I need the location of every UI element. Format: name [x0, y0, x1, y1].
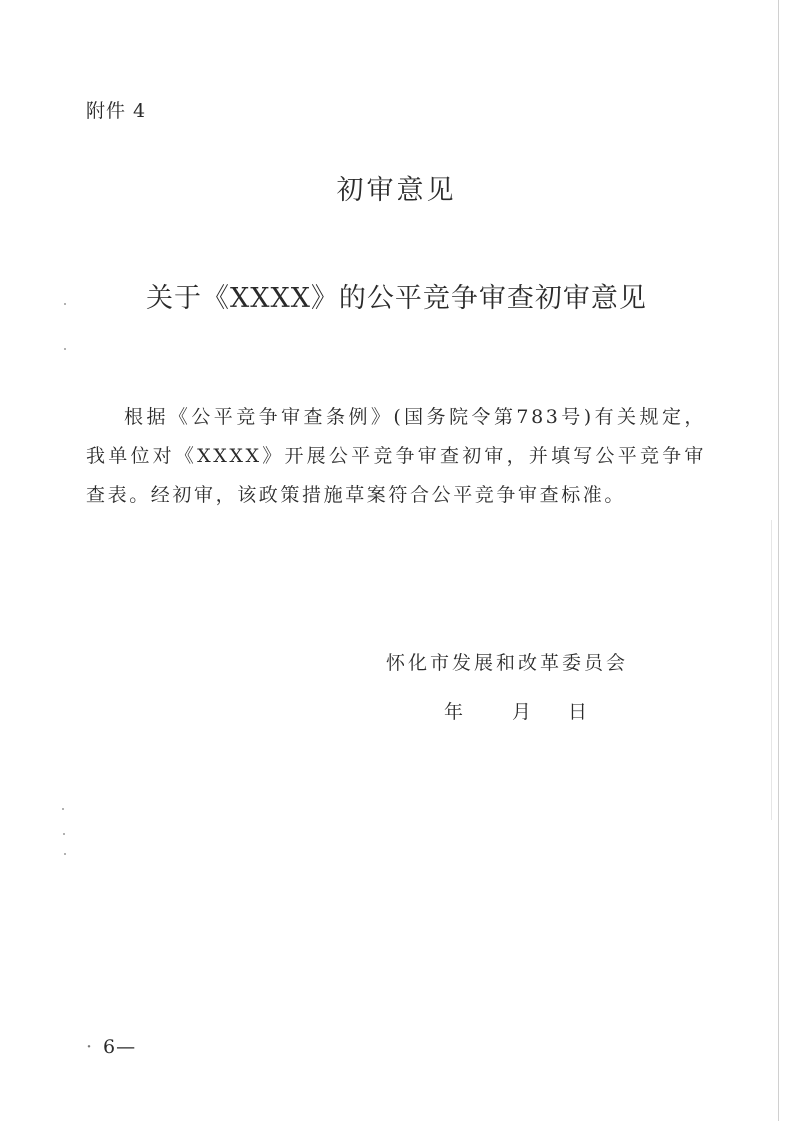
scan-speck — [62, 808, 64, 810]
scan-speck — [63, 833, 65, 835]
date-month-label: 月 — [512, 701, 532, 723]
page-number — [86, 1036, 136, 1058]
scan-speck — [64, 853, 66, 855]
date-year-label: 年 — [444, 701, 464, 723]
page-number-dot: · — [86, 1036, 94, 1058]
attachment-label: 附件 4 — [86, 100, 147, 122]
page-number-text: 6— — [103, 1036, 137, 1058]
scan-speck — [64, 348, 66, 350]
scan-edge-line-inner — [771, 520, 772, 820]
page-title: 初审意见 — [336, 175, 457, 206]
document-subtitle: 关于《XXXX》的公平竞争审查初审意见 — [146, 283, 647, 314]
signature-date — [444, 697, 587, 724]
date-day-label: 日 — [568, 701, 588, 723]
body-paragraph: 根据《公平竞争审查条例》(国务院令第783号)有关规定，我单位对《XXXX》开展公平竞争审查初审，并填写公平竞争审查表。经初审，该政策措施草案符合公平竞争审查标准。 — [86, 406, 706, 506]
signature-organization: 怀化市发展和改革委员会 — [386, 652, 629, 674]
